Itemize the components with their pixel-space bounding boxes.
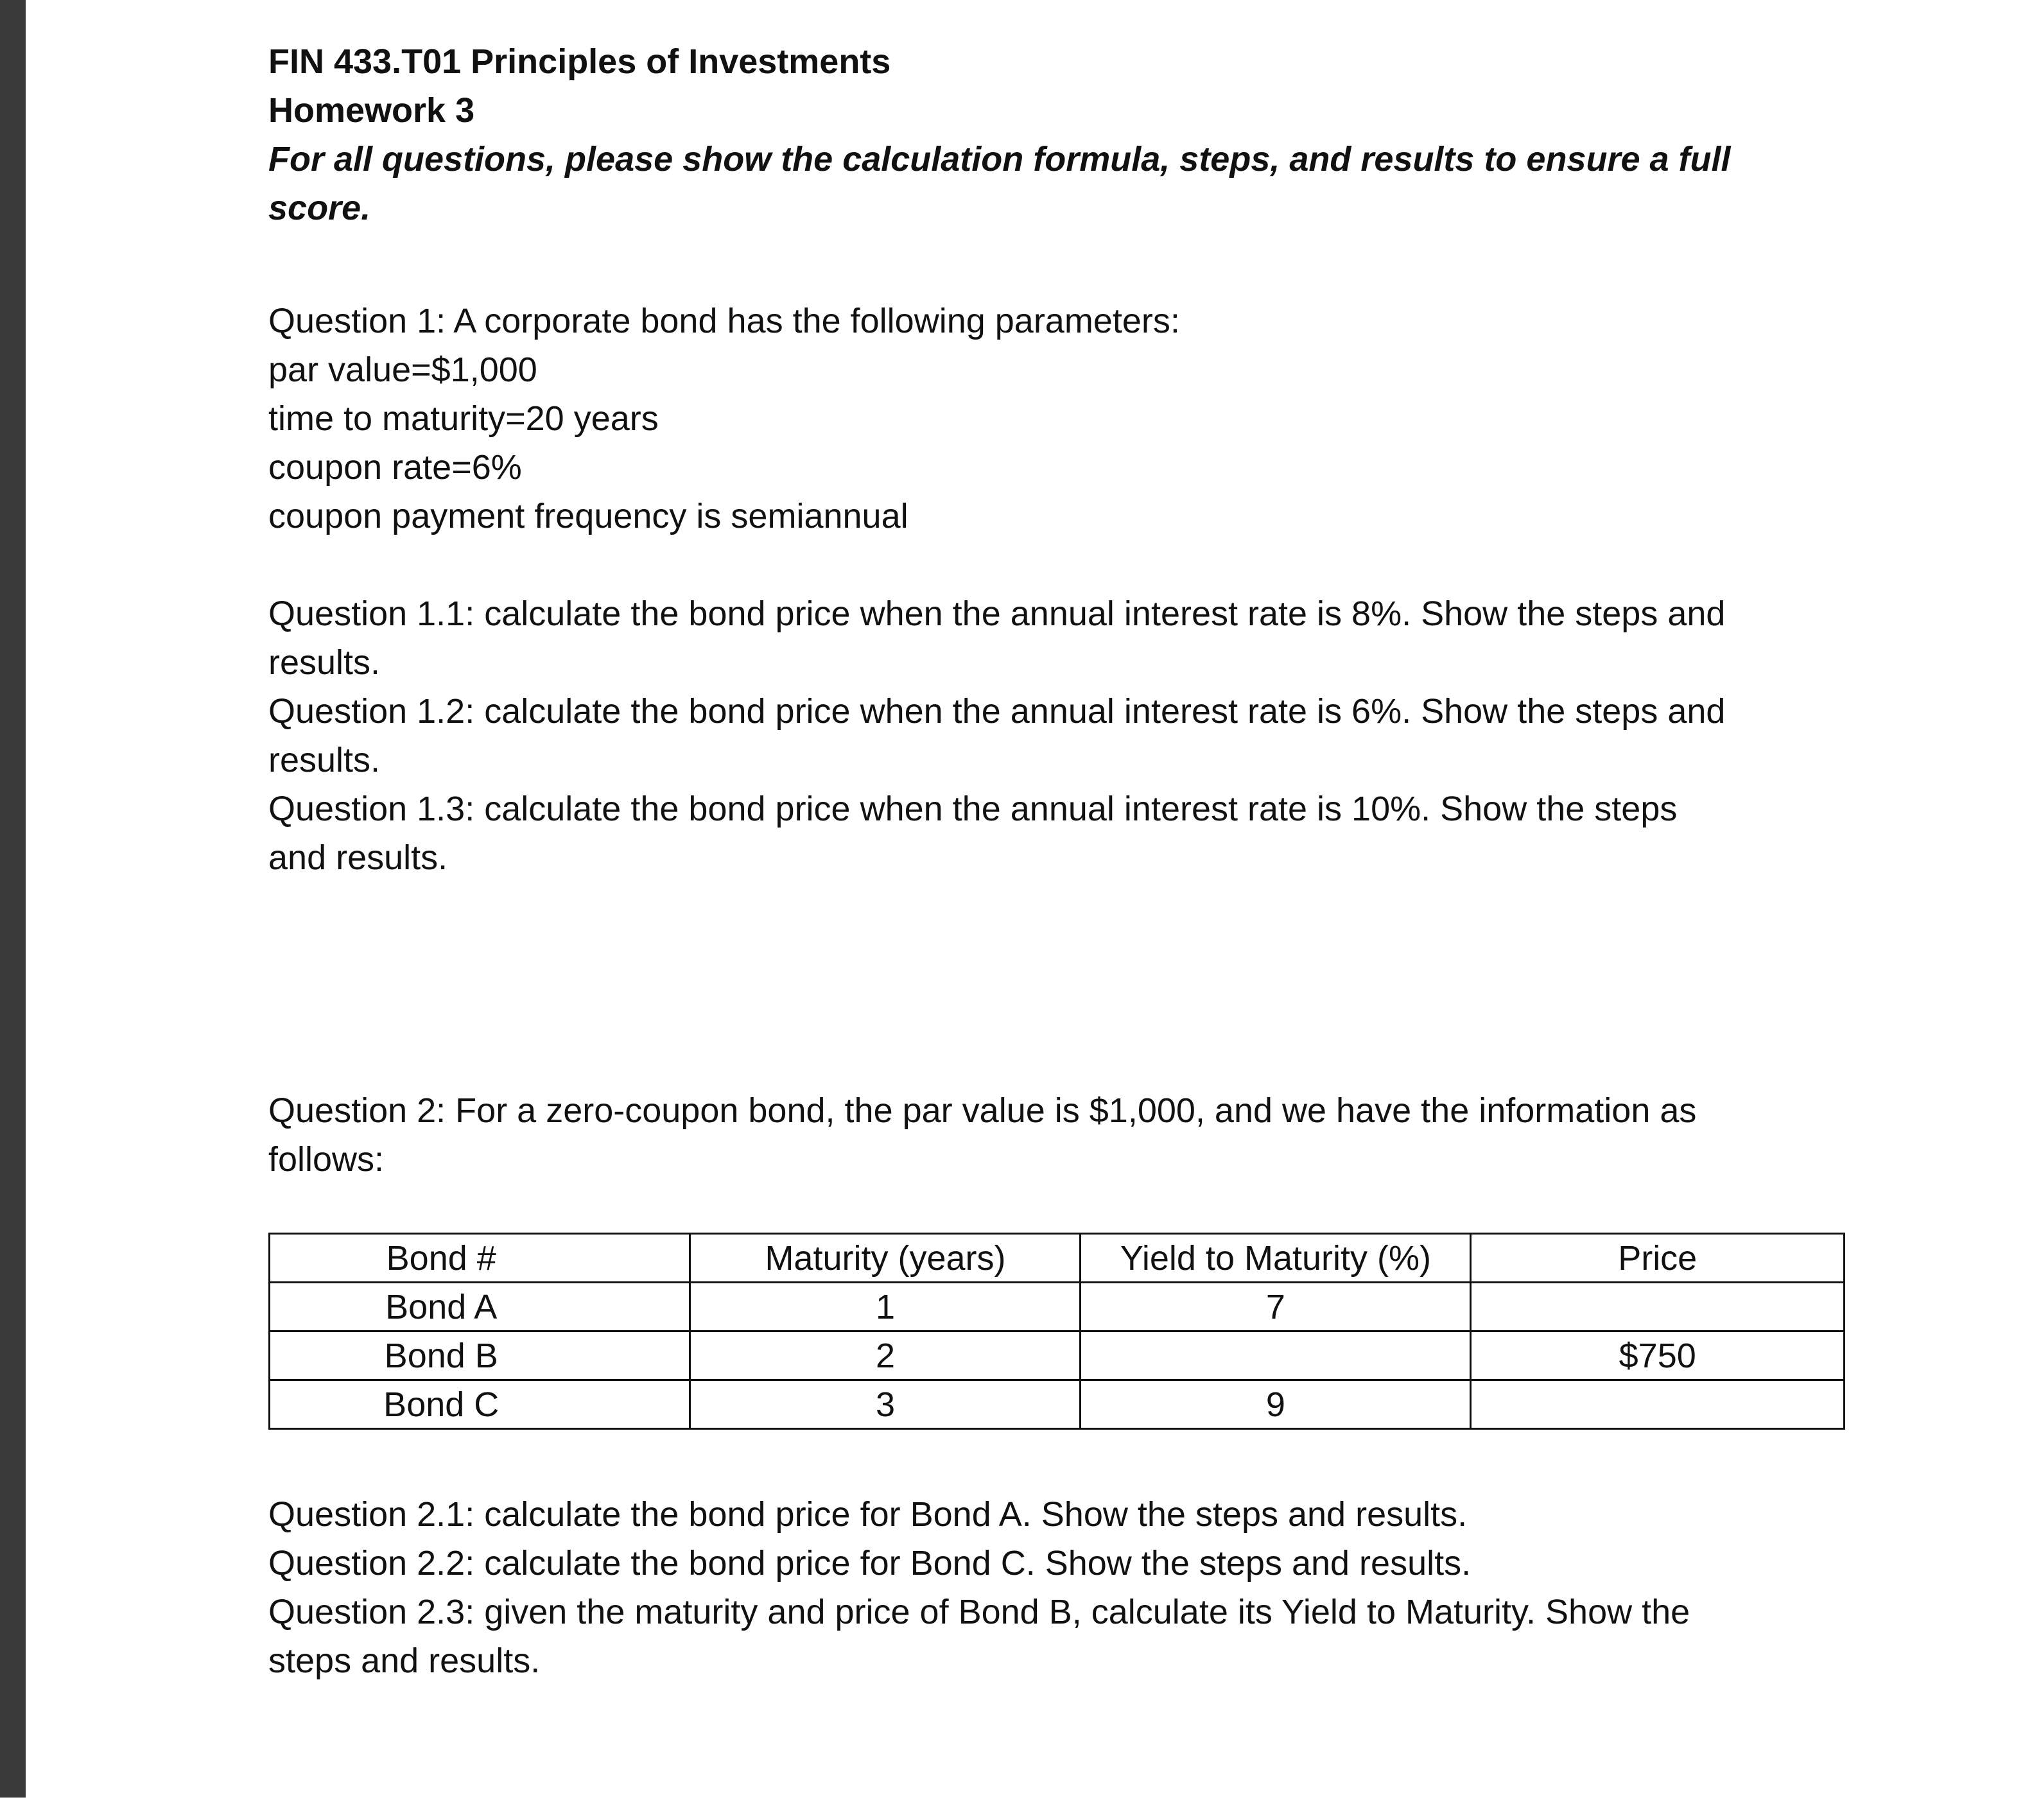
cell-maturity: 3 — [690, 1380, 1081, 1429]
question-2-intro-line-2: follows: — [268, 1140, 385, 1179]
question-1-1-line-2: results. — [268, 643, 381, 682]
bond-table — [268, 1233, 1845, 1430]
header-yield-to-maturity: Yield to Maturity (%) — [1081, 1234, 1471, 1283]
param-coupon-rate: coupon rate=6% — [268, 448, 522, 487]
cell-ytm: 9 — [1081, 1380, 1471, 1429]
bottom-margin — [0, 1798, 2032, 1820]
instructions-line-2: score. — [268, 189, 371, 227]
left-border — [0, 0, 26, 1798]
question-2-1: Question 2.1: calculate the bond price for Bond A. Show the steps and results. — [268, 1495, 1468, 1534]
cell-price — [1471, 1380, 1845, 1429]
course-title: FIN 433.T01 Principles of Investments — [268, 42, 891, 81]
cell-bond-name: Bond B — [270, 1331, 690, 1380]
cell-ytm: 7 — [1081, 1283, 1471, 1331]
cell-ytm — [1081, 1331, 1471, 1380]
question-1-1-line-1: Question 1.1: calculate the bond price when the annual interest rate is 8%. Show the steps and — [268, 594, 1726, 633]
param-par-value: par value=$1,000 — [268, 351, 537, 389]
question-1-2-line-1: Question 1.2: calculate the bond price when the annual interest rate is 6%. Show the steps and — [268, 692, 1726, 731]
question-1-3-line-1: Question 1.3: calculate the bond price when the annual interest rate is 10%. Show the steps — [268, 790, 1678, 828]
cell-price: $750 — [1471, 1331, 1845, 1380]
table-row — [270, 1380, 1845, 1429]
table-row — [270, 1331, 1845, 1380]
instructions-line-1: For all questions, please show the calculation formula, steps, and results to ensure a full — [268, 140, 1731, 178]
question-1-3-line-2: and results. — [268, 838, 448, 877]
question-2-2: Question 2.2: calculate the bond price for Bond C. Show the steps and results. — [268, 1544, 1472, 1582]
table-header-row — [270, 1234, 1845, 1283]
param-time-to-maturity: time to maturity=20 years — [268, 399, 659, 438]
cell-bond-name: Bond C — [270, 1380, 690, 1429]
question-1-2-line-2: results. — [268, 741, 381, 779]
question-2-intro-line-1: Question 2: For a zero-coupon bond, the par value is $1,000, and we have the information as — [268, 1091, 1697, 1130]
cell-price — [1471, 1283, 1845, 1331]
header-bond-number: Bond # — [270, 1234, 690, 1283]
cell-maturity: 2 — [690, 1331, 1081, 1380]
param-coupon-frequency: coupon payment frequency is semiannual — [268, 497, 908, 535]
question-2-3-line-2: steps and results. — [268, 1642, 541, 1680]
header-price: Price — [1471, 1234, 1845, 1283]
cell-bond-name: Bond A — [270, 1283, 690, 1331]
question-1-intro: Question 1: A corporate bond has the following parameters: — [268, 302, 1180, 340]
table-row — [270, 1283, 1845, 1331]
cell-maturity: 1 — [690, 1283, 1081, 1331]
question-2-3-line-1: Question 2.3: given the maturity and price of Bond B, calculate its Yield to Maturity. Show the — [268, 1593, 1690, 1631]
assignment-title: Homework 3 — [268, 91, 475, 130]
document-page — [268, 37, 1861, 1685]
header-maturity: Maturity (years) — [690, 1234, 1081, 1283]
